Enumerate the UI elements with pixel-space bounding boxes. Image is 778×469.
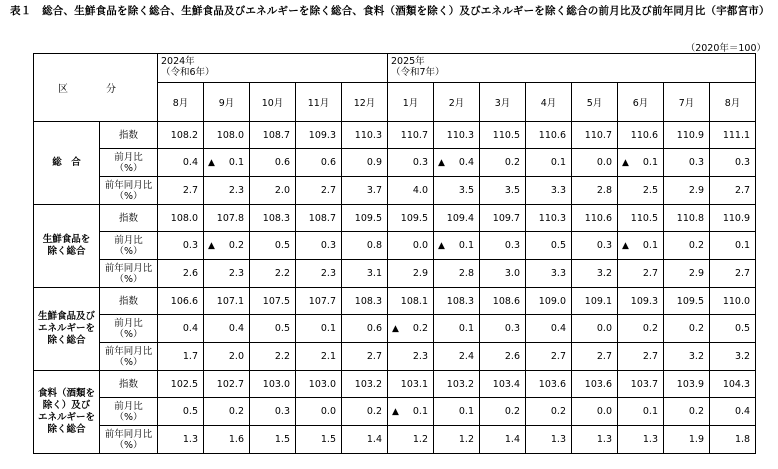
yoy-row (34, 343, 756, 371)
month-header: 7月 (664, 83, 710, 122)
value-cell: 1.8 (710, 426, 756, 454)
value-cell (204, 149, 250, 177)
value-cell: 2.3 (204, 260, 250, 288)
value-cell: 2.6 (158, 260, 204, 288)
category-label: 生鮮食品を 除く総合 (34, 205, 100, 288)
value-cell: 103.0 (296, 371, 342, 398)
value-cell: 107.5 (250, 288, 296, 315)
value-cell: 0.1 (526, 149, 572, 177)
value-cell: 2.3 (296, 260, 342, 288)
value-cell: 1.3 (572, 426, 618, 454)
month-header: 8月 (710, 83, 756, 122)
month-header: 4月 (526, 83, 572, 122)
value-cell: 0.5 (526, 232, 572, 260)
value-cell: 0.1 (618, 398, 664, 426)
value-cell: 0.1 (434, 398, 480, 426)
month-header: 8月 (158, 83, 204, 122)
value-cell (434, 232, 480, 260)
row-label-mom: 前月比 （%） (100, 232, 158, 260)
value-cell (204, 232, 250, 260)
value-number: 0.1 (642, 157, 658, 168)
value-cell: 0.2 (664, 315, 710, 343)
row-label-yoy: 前年同月比 （%） (100, 177, 158, 205)
value-cell: 106.6 (158, 288, 204, 315)
value-number: 0.4 (458, 157, 474, 168)
value-cell: 0.3 (480, 232, 526, 260)
value-cell: 103.9 (664, 371, 710, 398)
year-2024-header: 2024年 （令和6年） (158, 54, 388, 83)
row-label-mom: 前月比 （%） (100, 398, 158, 426)
category-label: 食料（酒類を 除く）及び エネルギーを 除く総合 (34, 371, 100, 454)
value-cell (618, 149, 664, 177)
value-cell: 3.1 (342, 260, 388, 288)
value-cell: 103.7 (618, 371, 664, 398)
value-cell: 2.4 (434, 343, 480, 371)
kubun-header: 区 分 (34, 54, 158, 122)
month-header: 1月 (388, 83, 434, 122)
row-label-index: 指数 (100, 122, 158, 149)
value-cell: 110.8 (664, 205, 710, 232)
month-header: 9月 (204, 83, 250, 122)
value-cell: 0.5 (158, 398, 204, 426)
negative-triangle-icon: ▲ (622, 157, 629, 168)
value-cell: 2.9 (388, 260, 434, 288)
mom-row (34, 232, 756, 260)
value-cell: 2.9 (664, 177, 710, 205)
value-cell: 110.3 (434, 122, 480, 149)
value-cell: 1.3 (526, 426, 572, 454)
value-cell: 110.7 (388, 122, 434, 149)
value-cell: 109.4 (434, 205, 480, 232)
base-year-note: （2020年＝100） (685, 43, 766, 54)
value-cell: 109.0 (526, 288, 572, 315)
row-label-index: 指数 (100, 288, 158, 315)
value-cell: 0.8 (342, 232, 388, 260)
value-cell: 3.2 (572, 260, 618, 288)
value-cell: 1.5 (250, 426, 296, 454)
value-cell (388, 398, 434, 426)
value-cell: 2.7 (342, 343, 388, 371)
value-cell: 2.7 (710, 260, 756, 288)
value-cell: 2.7 (618, 343, 664, 371)
value-cell: 3.0 (480, 260, 526, 288)
value-cell: 1.4 (342, 426, 388, 454)
value-cell: 1.9 (664, 426, 710, 454)
value-cell: 2.5 (618, 177, 664, 205)
value-cell: 2.7 (572, 343, 618, 371)
value-cell: 0.3 (572, 232, 618, 260)
index-row (34, 205, 756, 232)
value-cell: 1.4 (480, 426, 526, 454)
value-cell: 0.5 (250, 232, 296, 260)
value-cell: 0.9 (342, 149, 388, 177)
negative-triangle-icon: ▲ (438, 157, 445, 168)
value-cell: 108.7 (250, 122, 296, 149)
value-cell: 0.3 (664, 149, 710, 177)
month-header: 2月 (434, 83, 480, 122)
value-cell: 2.1 (296, 343, 342, 371)
value-cell: 2.2 (250, 260, 296, 288)
value-cell: 0.2 (526, 398, 572, 426)
value-cell: 2.3 (204, 177, 250, 205)
value-cell: 108.3 (342, 288, 388, 315)
value-cell: 103.2 (342, 371, 388, 398)
value-cell: 108.0 (204, 122, 250, 149)
value-cell: 4.0 (388, 177, 434, 205)
value-cell: 110.5 (618, 205, 664, 232)
value-cell: 110.7 (572, 122, 618, 149)
value-cell: 2.7 (710, 177, 756, 205)
value-cell: 2.7 (526, 343, 572, 371)
value-cell: 109.7 (480, 205, 526, 232)
month-header: 3月 (480, 83, 526, 122)
value-cell: 2.6 (480, 343, 526, 371)
month-header: 6月 (618, 83, 664, 122)
value-number: 0.1 (412, 406, 428, 417)
value-cell: 108.1 (388, 288, 434, 315)
value-cell: 107.1 (204, 288, 250, 315)
table-title: 表１ 総合、生鮮食品を除く総合、生鮮食品及びエネルギーを除く総合、食料（酒類を除く）及びエネルギーを除く総合の前月比及び前年同月比（宇都宮市） (10, 5, 770, 17)
negative-triangle-icon: ▲ (208, 240, 215, 251)
month-header: 12月 (342, 83, 388, 122)
value-cell: 0.3 (388, 149, 434, 177)
value-cell: 2.3 (388, 343, 434, 371)
category-label: 生鮮食品及び エネルギーを 除く総合 (34, 288, 100, 371)
negative-triangle-icon: ▲ (622, 240, 629, 251)
value-cell: 107.8 (204, 205, 250, 232)
value-cell: 108.2 (158, 122, 204, 149)
row-label-yoy: 前年同月比 （%） (100, 426, 158, 454)
value-cell: 0.1 (710, 232, 756, 260)
value-number: 0.1 (458, 240, 474, 251)
value-cell: 110.5 (480, 122, 526, 149)
header-year-row (34, 54, 756, 83)
value-cell: 0.1 (296, 315, 342, 343)
value-number: 0.1 (642, 240, 658, 251)
month-header: 5月 (572, 83, 618, 122)
value-cell: 103.1 (388, 371, 434, 398)
value-cell: 2.8 (434, 260, 480, 288)
value-cell: 108.3 (434, 288, 480, 315)
value-cell: 3.2 (664, 343, 710, 371)
value-cell (618, 232, 664, 260)
value-number: 0.2 (412, 323, 428, 334)
value-cell: 0.3 (296, 232, 342, 260)
value-cell: 3.3 (526, 260, 572, 288)
value-cell: 103.6 (572, 371, 618, 398)
value-cell: 102.7 (204, 371, 250, 398)
value-cell: 1.6 (204, 426, 250, 454)
value-cell: 0.4 (158, 315, 204, 343)
value-cell: 110.3 (526, 205, 572, 232)
value-cell: 3.5 (480, 177, 526, 205)
value-cell: 108.0 (158, 205, 204, 232)
value-cell: 110.9 (710, 205, 756, 232)
yoy-row (34, 426, 756, 454)
row-label-index: 指数 (100, 371, 158, 398)
negative-triangle-icon: ▲ (208, 157, 215, 168)
value-cell: 2.7 (296, 177, 342, 205)
value-cell: 109.5 (388, 205, 434, 232)
value-cell: 103.6 (526, 371, 572, 398)
value-cell: 0.2 (618, 315, 664, 343)
mom-row (34, 315, 756, 343)
value-cell: 109.3 (618, 288, 664, 315)
value-cell: 107.7 (296, 288, 342, 315)
value-number: 0.1 (228, 157, 244, 168)
value-cell: 0.2 (664, 398, 710, 426)
row-label-yoy: 前年同月比 （%） (100, 343, 158, 371)
value-cell: 0.2 (480, 398, 526, 426)
value-cell: 110.3 (342, 122, 388, 149)
value-number: 0.2 (228, 240, 244, 251)
value-cell: 108.3 (250, 205, 296, 232)
value-cell: 2.7 (618, 260, 664, 288)
value-cell (388, 315, 434, 343)
value-cell: 0.0 (572, 398, 618, 426)
value-cell: 110.6 (572, 205, 618, 232)
value-cell: 110.6 (526, 122, 572, 149)
value-cell: 102.5 (158, 371, 204, 398)
value-cell: 104.3 (710, 371, 756, 398)
year-2025-header: 2025年 （令和7年） (388, 54, 756, 83)
value-cell: 3.7 (342, 177, 388, 205)
value-cell: 2.2 (250, 343, 296, 371)
value-cell: 0.0 (572, 315, 618, 343)
value-cell: 0.0 (388, 232, 434, 260)
yoy-row (34, 260, 756, 288)
value-cell: 0.2 (664, 232, 710, 260)
value-cell (434, 149, 480, 177)
cpi-table (33, 53, 756, 454)
value-cell: 109.5 (342, 205, 388, 232)
negative-triangle-icon: ▲ (438, 240, 445, 251)
value-cell: 1.3 (158, 426, 204, 454)
value-cell: 108.6 (480, 288, 526, 315)
value-cell: 0.2 (342, 398, 388, 426)
value-cell: 0.2 (480, 149, 526, 177)
value-cell: 2.0 (204, 343, 250, 371)
value-cell: 0.3 (250, 398, 296, 426)
yoy-row (34, 177, 756, 205)
index-row (34, 371, 756, 398)
value-cell: 0.5 (250, 315, 296, 343)
value-cell: 109.1 (572, 288, 618, 315)
index-row (34, 288, 756, 315)
value-cell: 3.2 (710, 343, 756, 371)
mom-row (34, 398, 756, 426)
value-cell: 2.9 (664, 260, 710, 288)
value-cell: 1.7 (158, 343, 204, 371)
value-cell: 0.4 (204, 315, 250, 343)
row-label-index: 指数 (100, 205, 158, 232)
value-cell: 0.6 (296, 149, 342, 177)
month-header: 10月 (250, 83, 296, 122)
value-cell: 0.0 (572, 149, 618, 177)
mom-row (34, 149, 756, 177)
value-cell: 0.3 (158, 232, 204, 260)
row-label-yoy: 前年同月比 （%） (100, 260, 158, 288)
value-cell: 3.5 (434, 177, 480, 205)
category-label: 総 合 (34, 122, 100, 205)
row-label-mom: 前月比 （%） (100, 315, 158, 343)
negative-triangle-icon: ▲ (392, 323, 399, 334)
index-row (34, 122, 756, 149)
value-cell: 0.0 (296, 398, 342, 426)
row-label-mom: 前月比 （%） (100, 149, 158, 177)
value-cell: 3.3 (526, 177, 572, 205)
negative-triangle-icon: ▲ (392, 406, 399, 417)
value-cell: 1.3 (618, 426, 664, 454)
value-cell: 0.1 (434, 315, 480, 343)
value-cell: 1.5 (296, 426, 342, 454)
value-cell: 111.1 (710, 122, 756, 149)
value-cell: 0.2 (204, 398, 250, 426)
value-cell: 0.5 (710, 315, 756, 343)
value-cell: 2.7 (158, 177, 204, 205)
value-cell: 109.5 (664, 288, 710, 315)
value-cell: 1.2 (388, 426, 434, 454)
value-cell: 108.7 (296, 205, 342, 232)
month-header: 11月 (296, 83, 342, 122)
value-cell: 0.6 (342, 315, 388, 343)
value-cell: 2.8 (572, 177, 618, 205)
value-cell: 2.0 (250, 177, 296, 205)
value-cell: 0.3 (480, 315, 526, 343)
value-cell: 0.3 (710, 149, 756, 177)
value-cell: 0.4 (710, 398, 756, 426)
value-cell: 103.0 (250, 371, 296, 398)
value-cell: 103.4 (480, 371, 526, 398)
value-cell: 0.6 (250, 149, 296, 177)
value-cell: 110.0 (710, 288, 756, 315)
value-cell: 1.2 (434, 426, 480, 454)
value-cell: 110.6 (618, 122, 664, 149)
value-cell: 0.4 (158, 149, 204, 177)
value-cell: 110.9 (664, 122, 710, 149)
value-cell: 0.4 (526, 315, 572, 343)
value-cell: 103.2 (434, 371, 480, 398)
value-cell: 109.3 (296, 122, 342, 149)
